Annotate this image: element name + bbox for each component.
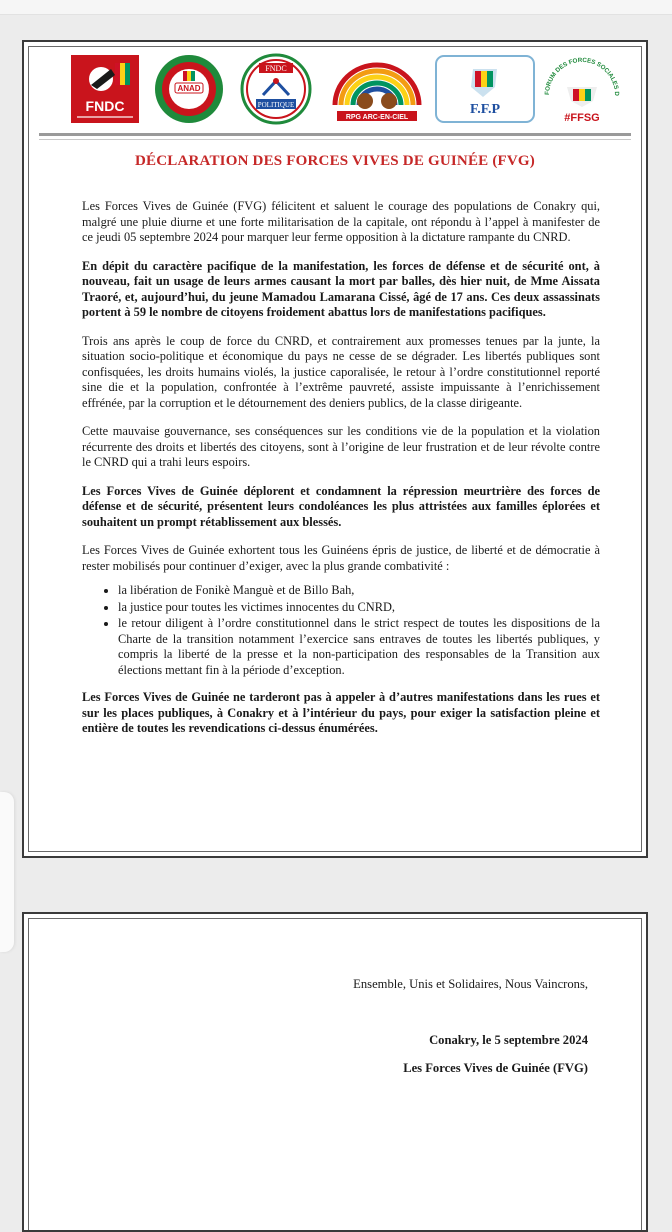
list-item: • la justice pour toutes les victimes innocentes du CNRD, [118, 600, 600, 616]
rpg-logo-text: RPG ARC-EN-CIEL [345, 114, 409, 121]
page-title: DÉCLARATION DES FORCES VIVES DE GUINÉE (FVG) [135, 153, 535, 169]
ffp-logo [435, 55, 535, 123]
anad-logo [153, 53, 225, 125]
paragraph-victims: En dépit du caractère pacifique de la manifestation, les forces de défense et de sécurité ont, à nouveau, fait un usage de leurs armes causant la mort par balles, dès hier nuit, de Mme Aissata Traoré, et, aujourd’hui, du jeune Mamadou Lamarana Cissé, âgé de 17 ans. Ces deux assassinats portent à 59 le nombre de citoyens froidement abattus lors de manifestations pacifiques. [82, 258, 600, 319]
document-page-2 [22, 912, 648, 1232]
declaration-body [82, 199, 600, 750]
ffsg-logo [539, 51, 625, 129]
anad-logo-text: ANAD [177, 84, 201, 93]
closing-place-date: Conakry, le 5 septembre 2024 [429, 1033, 588, 1047]
fndc-politique-top-text: FNDC [265, 64, 287, 73]
app-top-bar [0, 0, 672, 15]
paragraph-condolences: Les Forces Vives de Guinée déplorent et condamnent la répression meurtrière des forces de défense et de sécurité, présentent leurs condoléances les plus attristées aux familles éplorées et souhaitent un prompt rétablissement aux blessés. [82, 483, 600, 529]
page-frame [28, 46, 642, 852]
document-page-1 [22, 40, 648, 858]
closing-motto: Ensemble, Unis et Solidaires, Nous Vaincrons, [353, 977, 588, 991]
fndc-politique-logo [239, 53, 313, 125]
page-frame [28, 918, 642, 1230]
header-rule-thin [39, 139, 631, 140]
fndc-logo-text: FNDC [85, 98, 125, 114]
paragraph-exhortation: Les Forces Vives de Guinée exhortent tous les Guinéens épris de justice, de liberté et de démocratie à rester mobilisés pour continuer d’exiger, avec la plus grande combativité : [82, 543, 600, 573]
closing-signatory: Les Forces Vives de Guinée (FVG) [403, 1061, 588, 1075]
fndc-politique-bottom-text: POLITIQUE [257, 101, 295, 109]
ffsg-logo-text: #FFSG [564, 112, 600, 124]
paragraph-situation: Trois ans après le coup de force du CNRD, et contrairement aux promesses tenues par la junte, la situation socio-politique et économique du pays ne cesse de se dégrader. Les libertés publiques sont confisquées, les droits humains violés, la justice caporalisée, le retour à l’ordre constitutionnel reporté sine die et la population, confrontée à l’extrême pauvreté, assiste impuissante à l’enrichissement effrénée, par la corruption et le détournement des deniers publics, de la classe dirigeante. [82, 333, 600, 410]
side-handle[interactable] [0, 792, 14, 952]
list-item: • le retour diligent à l’ordre constitutionnel dans le strict respect de toutes les dispositions de la Charte de la transition notamment l’exercice sans entraves de toutes les libertés publiques, y compris la liberté de la presse et la non-participation des responsables de la Transition aux élections mettant fin à la période d’exception. [118, 616, 600, 678]
logo-strip [29, 47, 647, 133]
paragraph-final: Les Forces Vives de Guinée ne tarderont pas à appeler à d’autres manifestations dans les rues et sur les places publiques, à Conakry et à l’intérieur du pays, pour exiger la satisfaction pleine et entière de toutes les revendications ci-dessus énumérées. [82, 690, 600, 735]
list-item: • la libération de Fonikè Manguè et de Billo Bah, [118, 583, 600, 599]
paragraph-governance: Cette mauvaise gouvernance, ses conséquences sur les conditions vie de la population et la violation récurrente des droits et libertés des citoyens, sont à l’origine de leur frustration et de leur révolte contre le CNRD qui a trahi leurs espoirs. [82, 424, 600, 469]
ffp-logo-text: F.F.P [469, 102, 501, 117]
fndc-logo [71, 55, 139, 123]
ffsg-ring-text: FORUM DES FORCES SOCIALES D [543, 56, 621, 96]
rpg-logo [329, 55, 425, 123]
header-rule [39, 133, 631, 136]
demands-list [82, 583, 600, 678]
paragraph-intro: Les Forces Vives de Guinée (FVG) félicitent et saluent le courage des populations de Conakry qui, malgré une pluie diurne et une forte militarisation de la capitale, ont répondu à l’appel à manifester de ce jeudi 05 septembre 2024 pour marquer leur ferme opposition à la dictature rampante du CNRD. [82, 199, 600, 244]
